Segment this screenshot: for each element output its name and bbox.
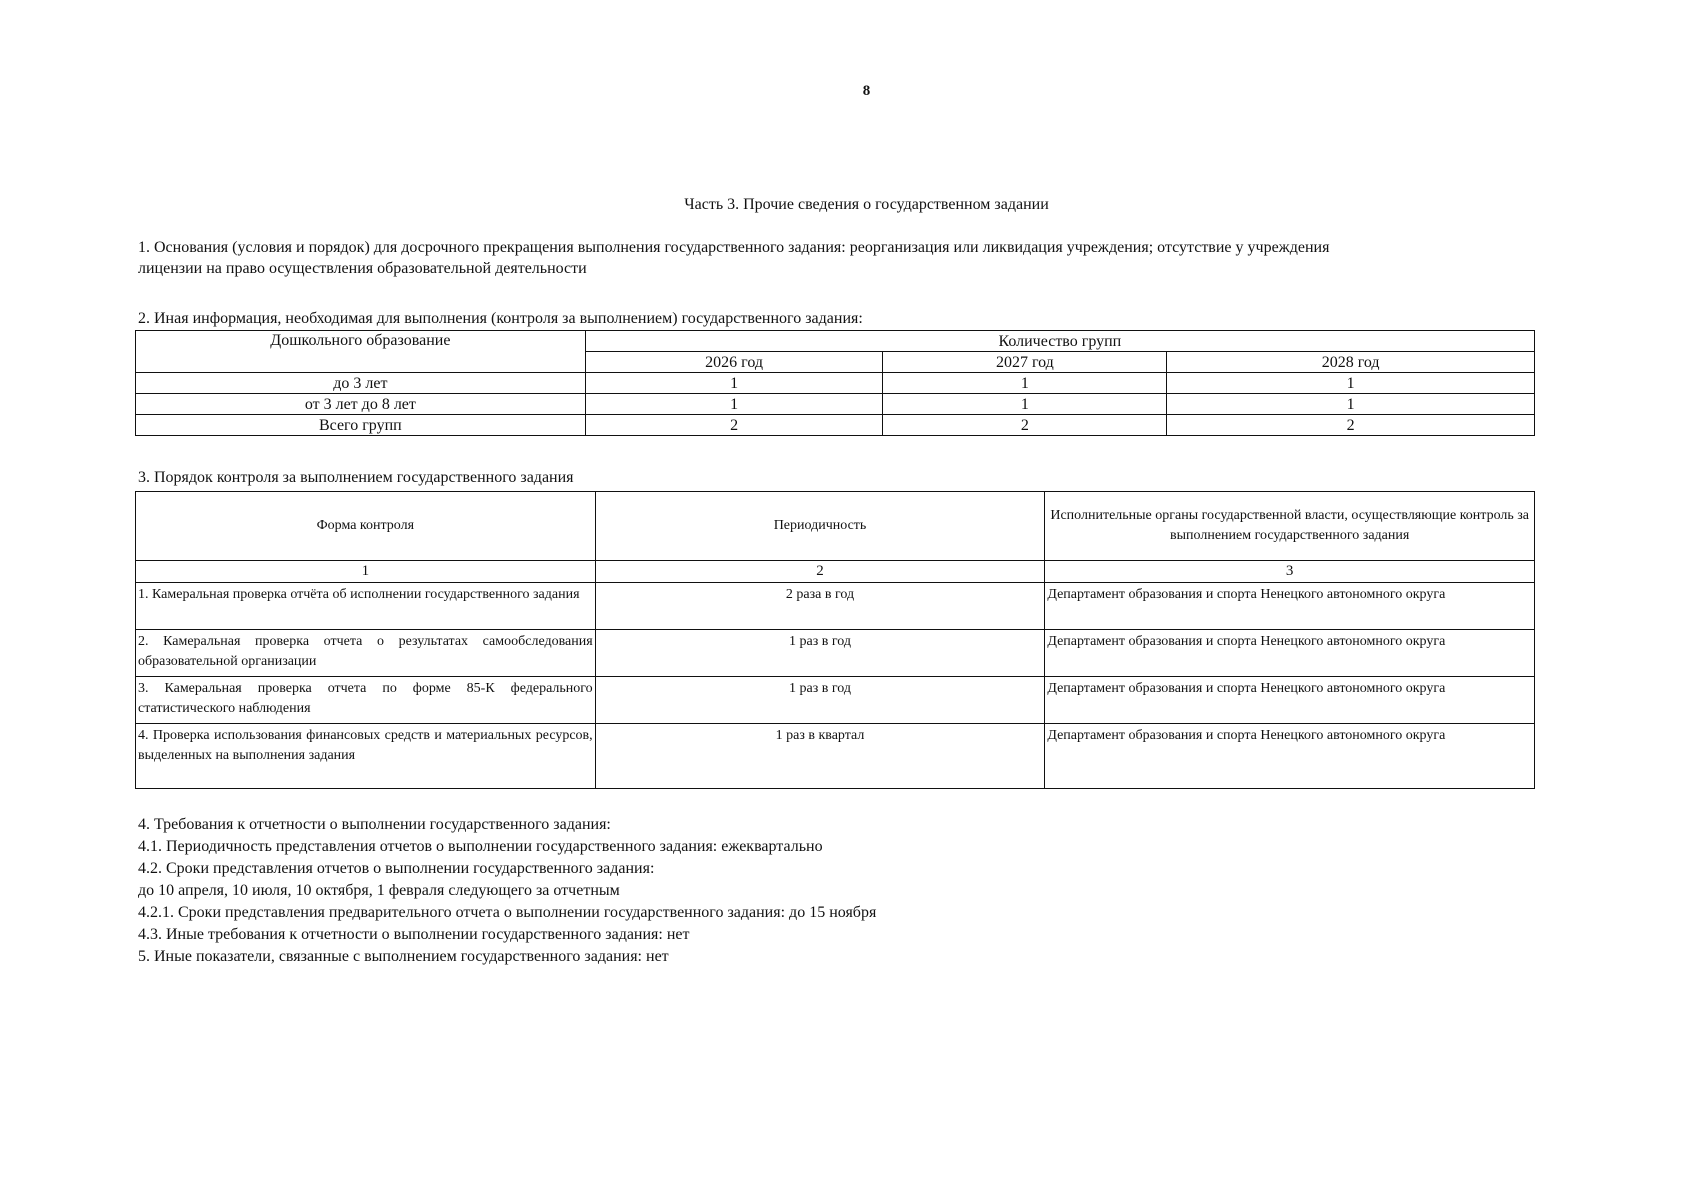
- section-1-text: [138, 237, 1558, 279]
- table-row: [136, 373, 1535, 394]
- groups-table-header-row: [136, 331, 1535, 352]
- table-row: [136, 630, 1535, 677]
- header-periodicity: Периодичность: [595, 492, 1045, 561]
- cell-value: 1: [1167, 394, 1535, 415]
- authority-cell: Департамент образования и спорта Ненецкого автономного округа: [1045, 630, 1535, 677]
- row-label: Всего групп: [136, 415, 586, 436]
- year-header-2026: 2026 год: [585, 352, 883, 373]
- authority-cell: Департамент образования и спорта Ненецкого автономного округа: [1045, 583, 1535, 630]
- header-authority: Исполнительные органы государственной власти, осуществляющие контроль за выполнением государственного задания: [1045, 492, 1535, 561]
- column-numbers-row: [136, 561, 1535, 583]
- requirement-line: 4. Требования к отчетности о выполнении государственного задания:: [138, 816, 611, 833]
- control-form-cell: 3. Камеральная проверка отчета по форме 85-К федерального статистического наблюдения: [136, 677, 596, 724]
- section-1-line-1: 1. Основания (условия и порядок) для досрочного прекращения выполнения государственного задания: реорганизация или ликвидация учреждения; отсутствие у учреждения: [138, 239, 1330, 256]
- control-table: [135, 491, 1535, 789]
- cell-value: 2: [1167, 415, 1535, 436]
- part-title: Часть 3. Прочие сведения о государственном задании: [684, 196, 1049, 213]
- table-row: [136, 724, 1535, 789]
- column-number: 2: [595, 561, 1045, 583]
- periodicity-cell: 2 раза в год: [595, 583, 1045, 630]
- column-number: 1: [136, 561, 596, 583]
- column-number: 3: [1045, 561, 1535, 583]
- table-row: [136, 415, 1535, 436]
- header-control-form: Форма контроля: [136, 492, 596, 561]
- cell-value: 2: [883, 415, 1167, 436]
- cell-value: 1: [585, 373, 883, 394]
- page-number: 8: [862, 83, 871, 99]
- requirement-line: до 10 апреля, 10 июля, 10 октября, 1 февраля следующего за отчетным: [138, 882, 620, 899]
- requirement-line: 4.3. Иные требования к отчетности о выполнении государственного задания: нет: [138, 926, 690, 943]
- control-table-header-row: [136, 492, 1535, 561]
- row-label: до 3 лет: [136, 373, 586, 394]
- table-row: [136, 677, 1535, 724]
- authority-cell: Департамент образования и спорта Ненецкого автономного округа: [1045, 677, 1535, 724]
- control-form-cell: 2. Камеральная проверка отчета о результатах самообследования образовательной организации: [136, 630, 596, 677]
- cell-value: 1: [1167, 373, 1535, 394]
- cell-value: 1: [585, 394, 883, 415]
- periodicity-cell: 1 раз в год: [595, 677, 1045, 724]
- requirement-line: 4.2.1. Сроки представления предварительного отчета о выполнении государственного задания: до 15 ноября: [138, 904, 877, 921]
- table-row: [136, 394, 1535, 415]
- cell-value: 2: [585, 415, 883, 436]
- section-1-line-2: лицензии на право осуществления образовательной деятельности: [138, 260, 587, 277]
- section-2-heading: 2. Иная информация, необходимая для выполнения (контроля за выполнением) государственного задания:: [138, 310, 863, 327]
- section-4-requirements: [138, 814, 876, 968]
- groups-count-header: Количество групп: [585, 331, 1534, 352]
- control-form-cell: 1. Камеральная проверка отчёта об исполнении государственного задания: [136, 583, 596, 630]
- groups-corner-header: Дошкольного образование: [136, 331, 586, 373]
- requirement-line: 5. Иные показатели, связанные с выполнением государственного задания: нет: [138, 948, 669, 965]
- row-label: от 3 лет до 8 лет: [136, 394, 586, 415]
- periodicity-cell: 1 раз в квартал: [595, 724, 1045, 789]
- section-3-heading: 3. Порядок контроля за выполнением государственного задания: [138, 469, 574, 486]
- requirement-line: 4.1. Периодичность представления отчетов о выполнении государственного задания: ежеквартально: [138, 838, 823, 855]
- cell-value: 1: [883, 394, 1167, 415]
- authority-cell: Департамент образования и спорта Ненецкого автономного округа: [1045, 724, 1535, 789]
- cell-value: 1: [883, 373, 1167, 394]
- table-row: [136, 583, 1535, 630]
- requirement-line: 4.2. Сроки представления отчетов о выполнении государственного задания:: [138, 860, 655, 877]
- groups-table: [135, 330, 1535, 436]
- control-form-cell: 4. Проверка использования финансовых средств и материальных ресурсов, выделенных на выполнения задания: [136, 724, 596, 789]
- periodicity-cell: 1 раз в год: [595, 630, 1045, 677]
- year-header-2028: 2028 год: [1167, 352, 1535, 373]
- year-header-2027: 2027 год: [883, 352, 1167, 373]
